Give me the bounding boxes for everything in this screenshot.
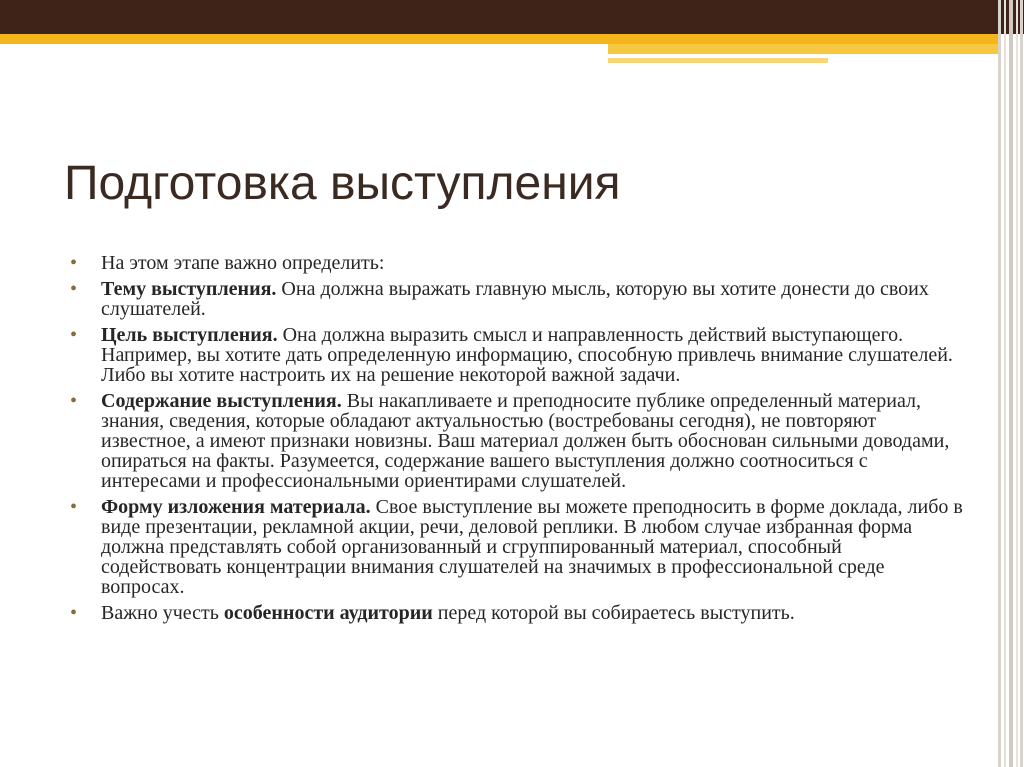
bullet-text: Она должна выражать главную мысль, которую вы хотите донести до своих слушателей.	[101, 278, 929, 320]
bullet-text: На этом этапе важно определить:	[101, 252, 385, 274]
bullet-bold: Тему выступления.	[101, 278, 277, 300]
slide-title: Подготовка выступления	[64, 157, 621, 210]
bullet-item	[70, 279, 965, 319]
bullet-bold: Цель выступления.	[101, 324, 278, 346]
bullet-item	[70, 253, 965, 273]
bullet-text: перед которой вы собираетесь выступить.	[432, 602, 795, 624]
accent-band-tertiary	[608, 58, 828, 63]
bullet-text: Важно учесть	[101, 602, 224, 624]
bullet-list	[70, 253, 965, 629]
bullet-item	[70, 391, 965, 491]
bullet-text: Свое выступление вы можете преподносить в форме доклада, либо в виде презентации, рекламной акции, речи, деловой реплики. В любом случае избранная форма должна представлять собой организованный и сгруппированный материал, способный содействовать концентрации внимания слушателей на значимых в профессиональной среде вопросах.	[101, 496, 963, 598]
bullet-text: Она должна выразить смысл и направленность действий выступающего. Например, вы хотите дать определенную информацию, способную привлечь внимание слушателей. Либо вы хотите настроить их на решение некоторой важной задачи.	[101, 324, 953, 386]
accent-band-secondary	[608, 44, 1000, 54]
bullet-bold: Форму изложения материала.	[101, 496, 371, 518]
bullet-text: Вы накапливаете и преподносите публике определенный материал, знания, сведения, которые обладают актуальностью (востребованы сегодня), не повторяют известное, а имеют признаки новизны. Ваш материал должен быть обоснован сильными доводами, опираться на факты. Разумеется, содержание вашего выступления должно соотноситься с интересами и профессиональными ориентирами слушателей.	[101, 390, 950, 492]
right-stripes	[998, 0, 1024, 767]
bullet-bold: Содержание выступления.	[101, 390, 342, 412]
accent-band	[0, 34, 1000, 44]
bullet-item	[70, 325, 965, 385]
header-band	[0, 0, 1024, 34]
bullet-bold: особенности аудитории	[223, 602, 433, 624]
bullet-item	[70, 603, 965, 623]
bullet-item	[70, 497, 965, 597]
